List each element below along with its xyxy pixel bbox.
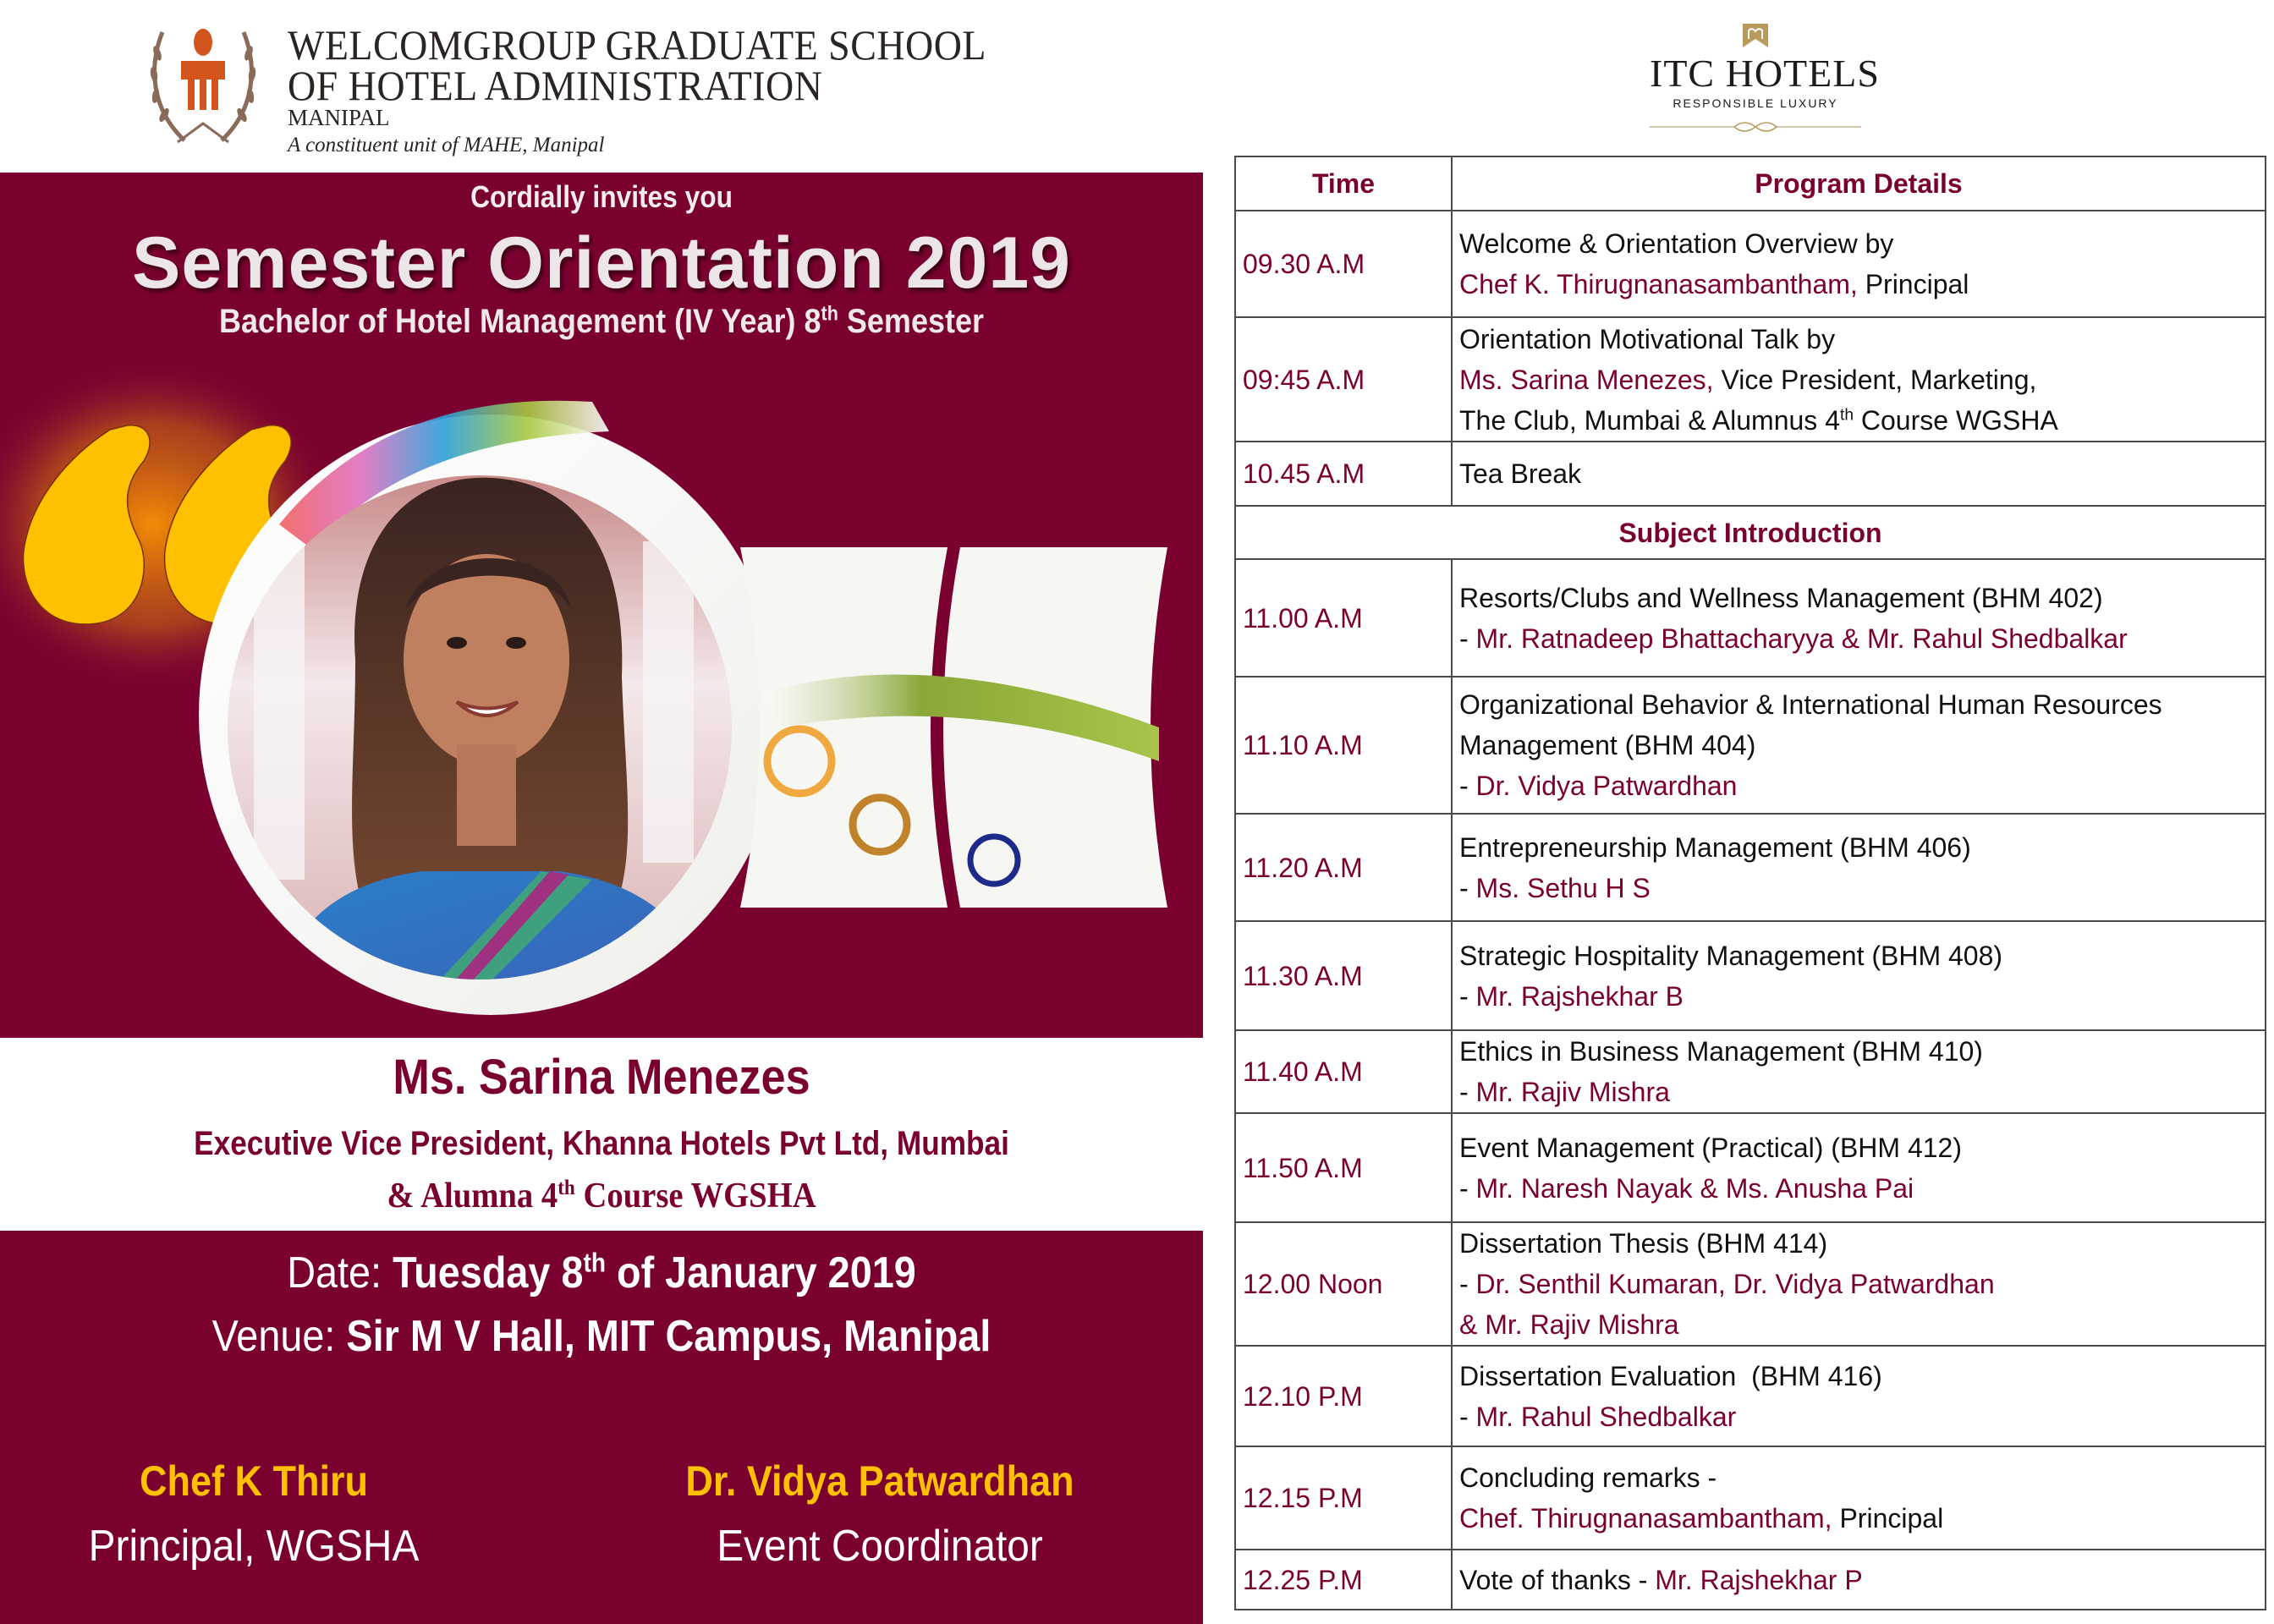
session-speaker bbox=[1459, 1072, 2265, 1112]
dash: - bbox=[1459, 1269, 1476, 1299]
speaker-name: Mr. Ratnadeep Bhattacharyya & Mr. Rahul Shedbalkar bbox=[1475, 623, 2128, 654]
speaker-name: Chef K. Thirugnanasambantham, bbox=[1459, 269, 1858, 299]
venue-label: Venue: bbox=[211, 1312, 347, 1361]
school-name-line1: WELCOMGROUP GRADUATE SCHOOL bbox=[288, 21, 986, 69]
row-time: 12.15 P.M bbox=[1235, 1446, 1452, 1550]
dash: - bbox=[1459, 872, 1476, 903]
session-title: Dissertation Thesis (BHM 414) bbox=[1459, 1228, 1828, 1259]
signatory-name: Dr. Vidya Patwardhan bbox=[685, 1457, 1074, 1505]
table-row bbox=[1235, 211, 2266, 317]
speaker-name: Mr. Rahul Shedbalkar bbox=[1475, 1401, 1737, 1432]
signatory-role: Event Coordinator bbox=[717, 1522, 1043, 1571]
session-speaker bbox=[1459, 618, 2265, 659]
session-title: Entrepreneurship Management (BHM 406) bbox=[1459, 831, 1971, 863]
speaker-alumna bbox=[48, 1176, 1155, 1216]
school-location: MANIPAL bbox=[288, 105, 390, 130]
row-details bbox=[1452, 921, 2266, 1030]
school-name-line2: OF HOTEL ADMINISTRATION bbox=[288, 62, 823, 109]
speaker-title: Vice President, Marketing, bbox=[1713, 364, 2037, 395]
row-details bbox=[1452, 317, 2266, 442]
signatory-name: Chef K Thiru bbox=[140, 1457, 368, 1505]
speaker-name: Ms. Sarina Menezes, bbox=[1459, 364, 1714, 395]
row-time: 11.30 A.M bbox=[1235, 921, 1452, 1030]
session-title: Ethics in Business Management (BHM 410) bbox=[1459, 1036, 1983, 1067]
signatory-coordinator bbox=[626, 1457, 1134, 1572]
session-title: Orientation Motivational Talk by bbox=[1459, 323, 1836, 354]
dash: - bbox=[1459, 1401, 1476, 1432]
row-details bbox=[1452, 559, 2266, 677]
speaker-title: Principal bbox=[1832, 1503, 1944, 1533]
itc-name: ITC HOTELS bbox=[1650, 52, 1880, 95]
row-time: 12.10 P.M bbox=[1235, 1346, 1452, 1446]
affiliation-text-end: Course WGSHA bbox=[1854, 404, 2058, 436]
speaker-name: Chef. Thirugnanasambantham, bbox=[1459, 1503, 1832, 1533]
dash: - bbox=[1459, 1077, 1476, 1107]
session-title: Event Management (Practical) (BHM 412) bbox=[1459, 1132, 1962, 1163]
signatory-principal bbox=[34, 1457, 474, 1572]
alumna-text-end: Course WGSHA bbox=[574, 1177, 816, 1215]
speaker-name: Ms. Sethu H S bbox=[1475, 872, 1651, 903]
speaker-name: Mr. Rajshekhar B bbox=[1475, 980, 1684, 1012]
subtitle-text-end: Semester bbox=[838, 303, 985, 340]
table-row bbox=[1235, 442, 2266, 506]
row-time: 11.20 A.M bbox=[1235, 814, 1452, 921]
speaker-name-cont: & Mr. Rajiv Mishra bbox=[1459, 1309, 1679, 1340]
column-header-time: Time bbox=[1235, 156, 1452, 211]
session-speaker bbox=[1459, 1396, 2265, 1437]
session-title: Organizational Behavior & International Human Resources bbox=[1459, 689, 2162, 720]
row-time: 12.00 Noon bbox=[1235, 1222, 1452, 1346]
dash: - bbox=[1459, 771, 1476, 801]
column-header-details: Program Details bbox=[1452, 156, 2266, 211]
row-details bbox=[1452, 1346, 2266, 1446]
row-details bbox=[1452, 814, 2266, 921]
table-header-row bbox=[1235, 156, 2266, 211]
row-details bbox=[1452, 1222, 2266, 1346]
row-time: 09.30 A.M bbox=[1235, 211, 1452, 317]
signatory-role: Principal, WGSHA bbox=[88, 1522, 420, 1571]
date-value-end: of January 2019 bbox=[605, 1248, 916, 1298]
ornament-divider bbox=[1650, 118, 1861, 135]
dash: - bbox=[1459, 1172, 1476, 1204]
decorative-lens-panels bbox=[740, 547, 1167, 908]
row-details bbox=[1452, 1030, 2266, 1113]
session-speaker bbox=[1459, 264, 2265, 304]
section-heading-row bbox=[1235, 506, 2266, 559]
itc-tagline: RESPONSIBLE LUXURY bbox=[1673, 96, 1838, 110]
speaker-name: Dr. Senthil Kumaran, Dr. Vidya Patwardhan bbox=[1475, 1269, 1995, 1299]
itc-hotels-logo bbox=[1650, 17, 1880, 135]
row-time: 11.10 A.M bbox=[1235, 677, 1452, 814]
alumna-text: & Alumna 4 bbox=[387, 1177, 558, 1215]
affiliation-text: The Club, Mumbai & Alumnus 4 bbox=[1459, 404, 1840, 436]
speaker-title: Principal bbox=[1857, 269, 1969, 299]
row-time: 10.45 A.M bbox=[1235, 442, 1452, 506]
wgsha-logo bbox=[144, 15, 1074, 159]
speaker-affiliation bbox=[1459, 400, 2265, 441]
table-row bbox=[1235, 1113, 2266, 1222]
program-schedule-table bbox=[1234, 156, 2266, 1610]
table-row bbox=[1235, 1346, 2266, 1446]
row-details: Tea Break bbox=[1452, 442, 2266, 506]
speaker-name: Ms. Sarina Menezes bbox=[393, 1050, 810, 1105]
table-row bbox=[1235, 559, 2266, 677]
itc-emblem-icon bbox=[1741, 22, 1770, 49]
row-details bbox=[1452, 1446, 2266, 1550]
dash: - bbox=[1459, 980, 1476, 1012]
session-speaker bbox=[1459, 1264, 2265, 1304]
alumna-ordinal: th bbox=[558, 1177, 575, 1199]
table-row bbox=[1235, 921, 2266, 1030]
row-time: 11.50 A.M bbox=[1235, 1113, 1452, 1222]
date-value: Tuesday 8 bbox=[393, 1248, 584, 1298]
invite-text: Cordially invites you bbox=[470, 179, 733, 214]
session-speaker bbox=[1459, 359, 2265, 400]
speaker-role: Executive Vice President, Khanna Hotels Pvt Ltd, Mumbai bbox=[194, 1125, 1009, 1162]
table-row bbox=[1235, 677, 2266, 814]
venue-value: Sir M V Hall, MIT Campus, Manipal bbox=[346, 1312, 991, 1361]
table-row bbox=[1235, 1222, 2266, 1346]
event-date bbox=[60, 1248, 1143, 1298]
speaker-graphic bbox=[0, 364, 1203, 1032]
table-row bbox=[1235, 1030, 2266, 1113]
wgsha-emblem-icon bbox=[144, 15, 262, 159]
session-title-cont: Management (BHM 404) bbox=[1459, 730, 1756, 760]
session-speaker bbox=[1459, 1498, 2265, 1539]
subtitle-ordinal: th bbox=[821, 302, 838, 326]
row-time: 11.00 A.M bbox=[1235, 559, 1452, 677]
speaker-name: Mr. Rajshekhar P bbox=[1655, 1564, 1863, 1595]
row-details bbox=[1452, 1113, 2266, 1222]
event-title: Semester Orientation 2019 bbox=[131, 222, 1072, 304]
session-speaker bbox=[1459, 976, 2265, 1017]
table-row bbox=[1235, 814, 2266, 921]
row-time: 09:45 A.M bbox=[1235, 317, 1452, 442]
speaker-name: Mr. Naresh Nayak & Ms. Anusha Pai bbox=[1475, 1172, 1914, 1204]
date-label: Date: bbox=[287, 1248, 393, 1298]
row-details bbox=[1452, 1550, 2266, 1610]
session-title: Resorts/Clubs and Wellness Management (BHM 402) bbox=[1459, 582, 2103, 613]
row-time: 11.40 A.M bbox=[1235, 1030, 1452, 1113]
dash: - bbox=[1459, 623, 1476, 654]
session-title: Welcome & Orientation Overview by bbox=[1459, 228, 1894, 259]
speaker-name: Dr. Vidya Patwardhan bbox=[1475, 771, 1738, 801]
event-subtitle bbox=[60, 303, 1143, 341]
session-title: Concluding remarks - bbox=[1459, 1462, 1717, 1493]
affiliation-ordinal: th bbox=[1839, 405, 1854, 424]
school-affiliation: A constituent unit of MAHE, Manipal bbox=[288, 134, 605, 156]
session-speaker bbox=[1459, 868, 2265, 908]
table-row bbox=[1235, 317, 2266, 442]
speaker-name: Mr. Rajiv Mishra bbox=[1475, 1077, 1670, 1107]
session-title: Strategic Hospitality Management (BHM 408) bbox=[1459, 940, 2003, 971]
row-details bbox=[1452, 677, 2266, 814]
session-title: Dissertation Evaluation (BHM 416) bbox=[1459, 1360, 1882, 1391]
section-heading: Subject Introduction bbox=[1235, 506, 2266, 559]
row-details bbox=[1452, 211, 2266, 317]
subtitle-text: Bachelor of Hotel Management (IV Year) 8 bbox=[218, 303, 821, 340]
date-ordinal: th bbox=[583, 1248, 606, 1278]
event-venue bbox=[60, 1311, 1143, 1362]
session-title: Vote of thanks - bbox=[1459, 1564, 1656, 1595]
table-row bbox=[1235, 1550, 2266, 1610]
session-speaker bbox=[1459, 765, 2265, 806]
table-row bbox=[1235, 1446, 2266, 1550]
row-time: 12.25 P.M bbox=[1235, 1550, 1452, 1610]
session-speaker bbox=[1459, 1168, 2265, 1209]
